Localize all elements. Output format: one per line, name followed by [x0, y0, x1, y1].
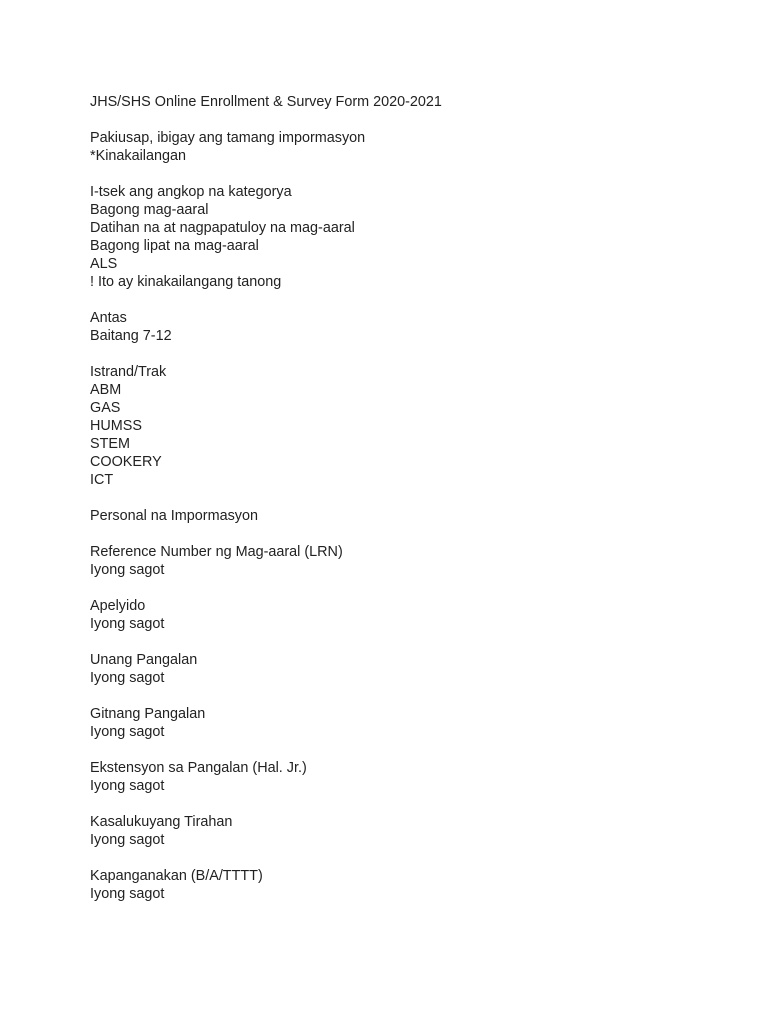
middle-name-input[interactable]: Iyong sagot	[90, 724, 165, 740]
required-note: *Kinakailangan	[90, 148, 187, 164]
category-option-continuing[interactable]: Datihan na at nagpapatuloy na mag-aaral	[90, 220, 355, 236]
field-middle-name	[90, 705, 730, 741]
spacer	[90, 165, 730, 183]
spacer	[90, 687, 730, 705]
strand-option-gas[interactable]: GAS	[90, 400, 121, 416]
field-label: Ekstensyon sa Pangalan (Hal. Jr.)	[90, 760, 307, 776]
category-option-als[interactable]: ALS	[90, 256, 118, 272]
field-label: Reference Number ng Mag-aaral (LRN)	[90, 544, 343, 560]
strand-option-abm[interactable]: ABM	[90, 382, 122, 398]
form-title: JHS/SHS Online Enrollment & Survey Form 2020-2021	[90, 94, 442, 110]
category-option-transferee[interactable]: Bagong lipat na mag-aaral	[90, 238, 259, 254]
document-page	[90, 93, 730, 903]
field-label: Gitnang Pangalan	[90, 706, 206, 722]
category-option-new[interactable]: Bagong mag-aaral	[90, 202, 209, 218]
field-birthdate	[90, 867, 730, 903]
strand-option-cookery[interactable]: COOKERY	[90, 454, 162, 470]
field-address	[90, 813, 730, 849]
lrn-input[interactable]: Iyong sagot	[90, 562, 165, 578]
required-warning: ! Ito ay kinakailangang tanong	[90, 274, 282, 290]
strand-option-ict[interactable]: ICT	[90, 472, 114, 488]
spacer	[90, 741, 730, 759]
spacer	[90, 849, 730, 867]
field-label: Kasalukuyang Tirahan	[90, 814, 233, 830]
first-name-input[interactable]: Iyong sagot	[90, 670, 165, 686]
strand-label: Istrand/Trak	[90, 364, 167, 380]
spacer	[90, 291, 730, 309]
field-label: Unang Pangalan	[90, 652, 198, 668]
field-lrn	[90, 543, 730, 579]
spacer	[90, 795, 730, 813]
grade-label: Antas	[90, 310, 127, 326]
name-extension-input[interactable]: Iyong sagot	[90, 778, 165, 794]
field-surname	[90, 597, 730, 633]
field-label: Apelyido	[90, 598, 146, 614]
spacer	[90, 345, 730, 363]
address-input[interactable]: Iyong sagot	[90, 832, 165, 848]
surname-input[interactable]: Iyong sagot	[90, 616, 165, 632]
spacer	[90, 489, 730, 507]
grade-value[interactable]: Baitang 7-12	[90, 328, 172, 344]
strand-option-stem[interactable]: STEM	[90, 436, 130, 452]
spacer	[90, 579, 730, 597]
spacer	[90, 525, 730, 543]
form-instruction: Pakiusap, ibigay ang tamang impormasyon	[90, 130, 366, 146]
strand-option-humss[interactable]: HUMSS	[90, 418, 142, 434]
category-question: I-tsek ang angkop na kategorya	[90, 184, 292, 200]
spacer	[90, 633, 730, 651]
birthdate-input[interactable]: Iyong sagot	[90, 886, 165, 902]
field-first-name	[90, 651, 730, 687]
spacer	[90, 111, 730, 129]
field-name-extension	[90, 759, 730, 795]
personal-heading: Personal na Impormasyon	[90, 508, 258, 524]
field-label: Kapanganakan (B/A/TTTT)	[90, 868, 263, 884]
